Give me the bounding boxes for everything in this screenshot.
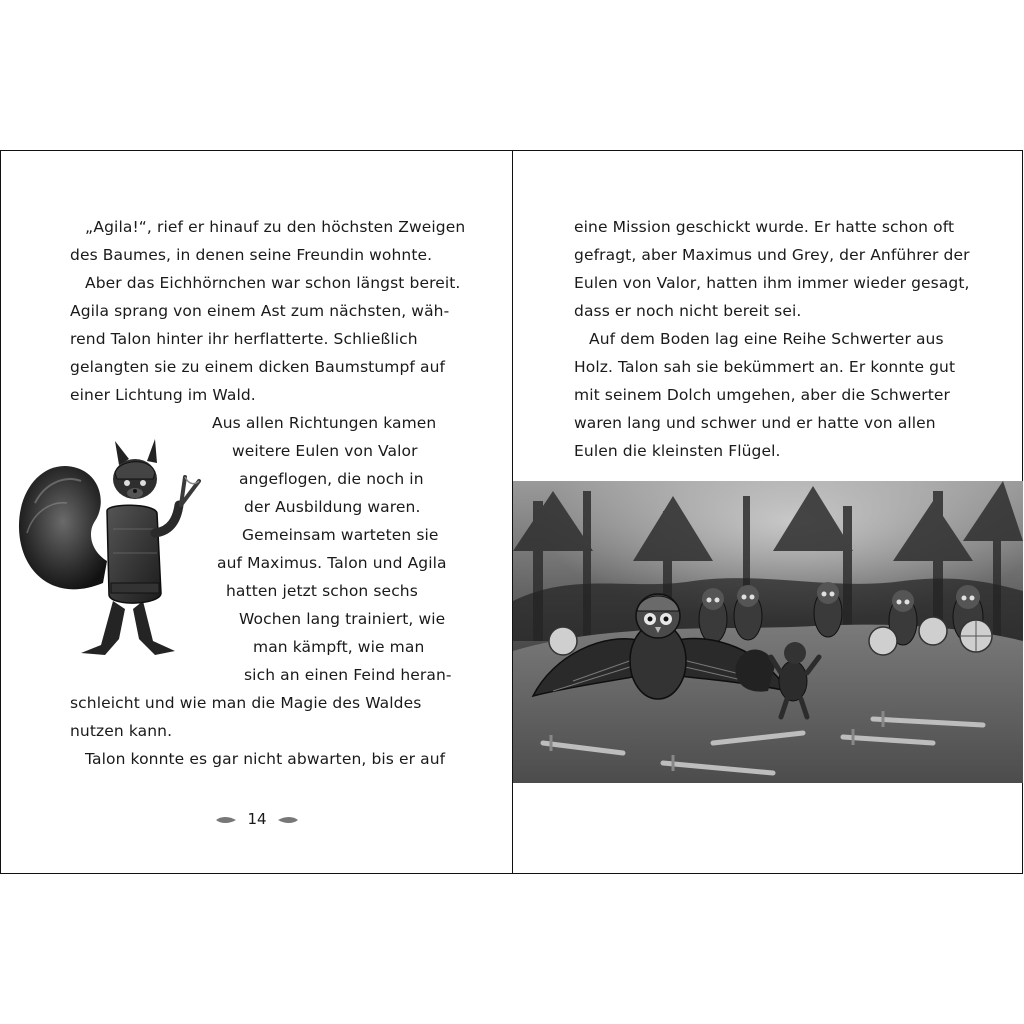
text-line: Aus allen Richtungen kamen bbox=[212, 414, 437, 432]
page-number: 14 bbox=[247, 810, 267, 828]
text-line: einer Lichtung im Wald. bbox=[70, 386, 256, 404]
text-line: des Baumes, in denen seine Freundin wohnte. bbox=[70, 246, 433, 264]
text-line: gefragt, aber Maximus und Grey, der Anführer der bbox=[574, 246, 970, 264]
text-line: nutzen kann. bbox=[70, 722, 173, 740]
text-line: Eulen von Valor, hatten ihm immer wieder gesagt, bbox=[574, 274, 970, 292]
text-line: Gemeinsam warteten sie bbox=[242, 526, 439, 544]
text-line: „Agila!“, rief er hinauf zu den höchsten Zweigen bbox=[85, 218, 466, 236]
book-spread bbox=[0, 150, 1023, 874]
text-line: eine Mission geschickt wurde. Er hatte schon oft bbox=[574, 218, 955, 236]
text-line: mit seinem Dolch umgehen, aber die Schwerter bbox=[574, 386, 950, 404]
text-line: Wochen lang trainiert, wie bbox=[239, 610, 446, 628]
text-line: gelangten sie zu einem dicken Baumstumpf auf bbox=[70, 358, 446, 376]
squirrel-with-slingshot-icon bbox=[15, 433, 215, 661]
text-line: Eulen die kleinsten Flügel. bbox=[574, 442, 781, 460]
text-line: weitere Eulen von Valor bbox=[232, 442, 418, 460]
text-line: Auf dem Boden lag eine Reihe Schwerter aus bbox=[589, 330, 944, 348]
text-line: Aber das Eichhörnchen war schon längst bereit. bbox=[85, 274, 461, 292]
text-line: Talon konnte es gar nicht abwarten, bis er auf bbox=[85, 750, 446, 768]
text-line: dass er noch nicht bereit sei. bbox=[574, 302, 802, 320]
text-line: Holz. Talon sah sie bekümmert an. Er konnte gut bbox=[574, 358, 956, 376]
text-line: rend Talon hinter ihr herflatterte. Schließlich bbox=[70, 330, 418, 348]
text-line: hatten jetzt schon sechs bbox=[226, 582, 418, 600]
text-line: auf Maximus. Talon und Agila bbox=[217, 554, 447, 572]
leaf-ornament-icon bbox=[277, 816, 299, 824]
text-line: schleicht und wie man die Magie des Waldes bbox=[70, 694, 422, 712]
text-line: angeflogen, die noch in bbox=[239, 470, 424, 488]
left-page bbox=[1, 151, 513, 873]
owls-training-clearing-icon bbox=[513, 481, 1023, 783]
leaf-ornament-icon bbox=[215, 816, 237, 824]
text-line: Agila sprang von einem Ast zum nächsten, wäh- bbox=[70, 302, 450, 320]
text-line: man kämpft, wie man bbox=[253, 638, 425, 656]
page-footer bbox=[1, 810, 513, 828]
right-page bbox=[513, 151, 1024, 873]
text-line: waren lang und schwer und er hatte von allen bbox=[574, 414, 936, 432]
text-line: sich an einen Feind heran- bbox=[244, 666, 452, 684]
text-line: der Ausbildung waren. bbox=[244, 498, 421, 516]
